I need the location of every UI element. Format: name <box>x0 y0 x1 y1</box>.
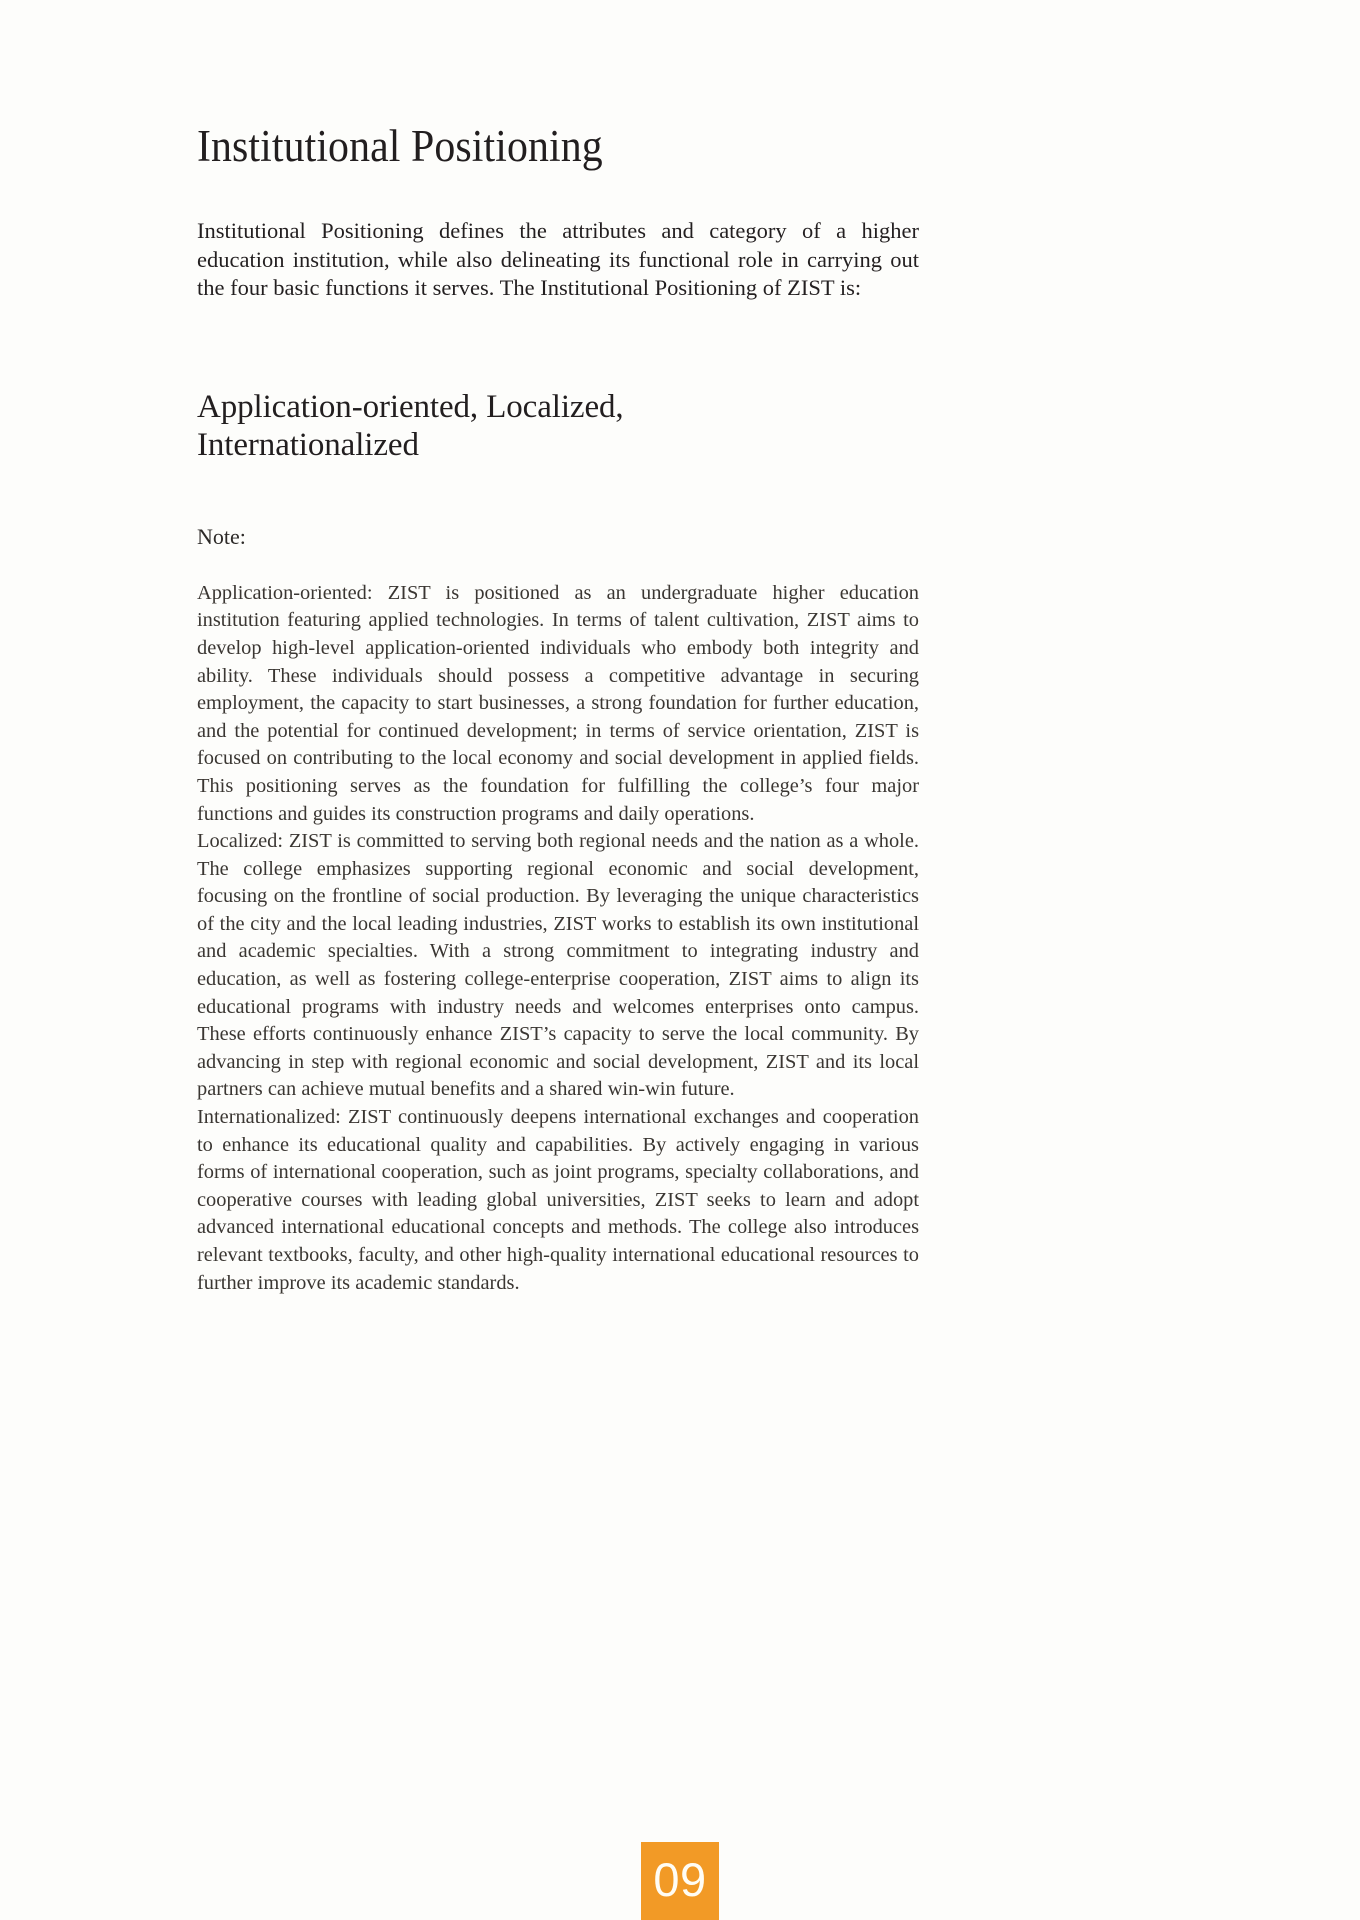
page-content <box>197 0 919 1297</box>
body-paragraph-internationalized: Internationalized: ZIST continuously deepens international exchanges and cooperation to enhance its educational quality and capabilities. By actively engaging in various forms of international cooperation, such as joint programs, specialty collaborations, and cooperative courses with leading global universities, ZIST seeks to learn and adopt advanced international educational concepts and methods. The college also introduces relevant textbooks, faculty, and other high-quality international educational resources to further improve its academic standards. <box>197 1106 919 1294</box>
note-label: Note: <box>197 523 246 549</box>
body-paragraph-localized: Localized: ZIST is committed to serving both regional needs and the nation as a whole. The college emphasizes supporting regional economic and social development, focusing on the frontline of social production. By leveraging the unique characteristics of the city and the local leading industries, ZIST works to establish its own institutional and academic specialties. With a strong commitment to integrating industry and education, as well as fostering college-enterprise cooperation, ZIST aims to align its educational programs with industry needs and welcomes enterprises onto campus. These efforts continuously enhance ZIST’s capacity to serve the local community. By advancing in step with regional economic and social development, ZIST and its local partners can achieve mutual benefits and a shared win-win future. <box>197 830 919 1101</box>
page-footer <box>0 1842 1360 1920</box>
page-title: Institutional Positioning <box>197 121 603 171</box>
body-paragraph-application-oriented: Application-oriented: ZIST is positioned as an undergraduate higher education institution featuring applied technologies. In terms of talent cultivation, ZIST aims to develop high-level application-oriented individuals who embody both integrity and ability. These individuals should possess a competitive advantage in securing employment, the capacity to start businesses, a strong foundation for further education, and the potential for continued development; in terms of service orientation, ZIST is focused on contributing to the local economy and social development in applied fields. This positioning serves as the foundation for fulfilling the college’s four major functions and guides its construction programs and daily operations. <box>197 581 919 825</box>
note-body <box>197 550 919 1297</box>
intro-paragraph: Institutional Positioning defines the attributes and category of a higher education institution, while also delineating its functional role in carrying out the four basic functions it serves. The Institutional Positioning of ZIST is: <box>197 218 919 301</box>
page-number-badge: 09 <box>641 1842 719 1920</box>
section-subheading: Application-oriented, Localized, Internationalized <box>197 388 624 463</box>
